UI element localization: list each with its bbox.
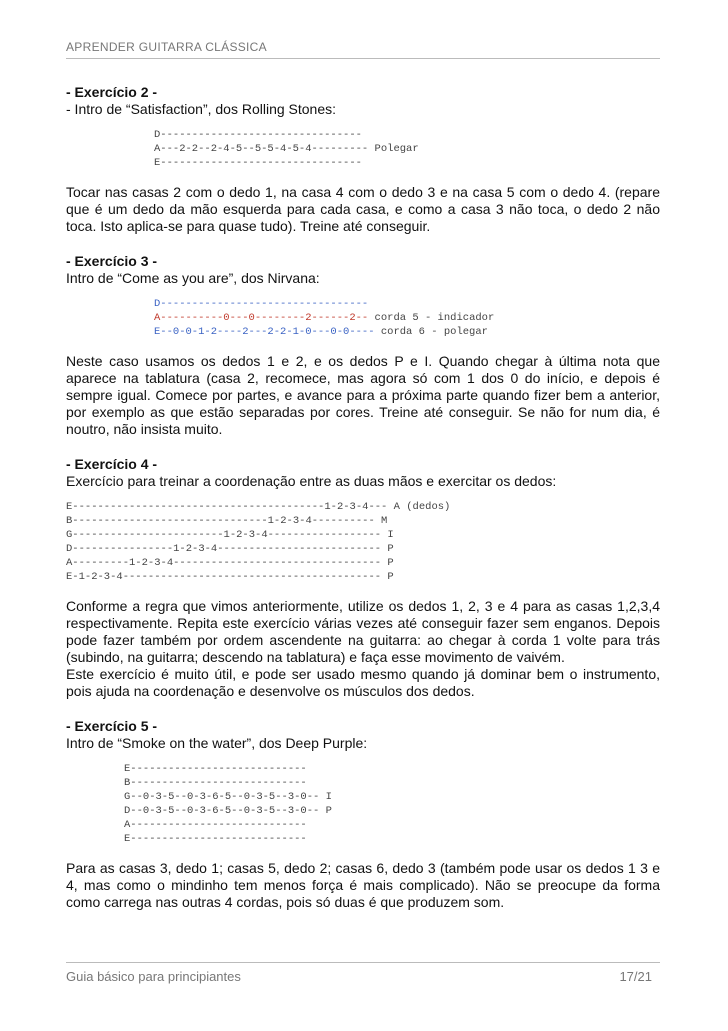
exercise-2-subtitle: - Intro de “Satisfaction”, dos Rolling Stones: bbox=[66, 101, 337, 117]
exercise-3 bbox=[66, 253, 660, 438]
page-footer bbox=[66, 962, 660, 984]
exercise-4-tablature bbox=[66, 500, 660, 584]
exercise-4 bbox=[66, 456, 660, 700]
tab-line: E-------------------------------- bbox=[154, 157, 362, 169]
tab-line: G--0-3-5--0-3-6-5--0-3-5--3-0-- I bbox=[124, 791, 332, 803]
tab-line: G------------------------1-2-3-4------------------ I bbox=[66, 529, 394, 541]
exercise-3-tablature bbox=[66, 297, 660, 339]
exercise-2-title: - Exercício 2 - bbox=[66, 84, 158, 100]
tab-line bbox=[154, 325, 660, 339]
exercise-3-text: Neste caso usamos os dedos 1 e 2, e os dedos P e I. Quando chegar à última nota que aparece na tablatura (casa 2, recomece, mas agora só com 1 dos 0 do início, e depois é sempre igual. Comece por partes, e avance para a próxima parte quando fizer bem a anterior, por exemplo as que estão separadas por cores. Treine até conseguir. Se não for num dia, é noutro, não insista muito. bbox=[66, 353, 660, 437]
tab-line: B---------------------------- bbox=[124, 777, 307, 789]
exercise-2-tablature bbox=[66, 128, 660, 170]
exercise-5-title: - Exercício 5 - bbox=[66, 718, 158, 734]
tab-line: D----------------1-2-3-4-------------------------- P bbox=[66, 543, 394, 555]
exercise-5-text: Para as casas 3, dedo 1; casas 5, dedo 2; casas 6, dedo 3 (também pode usar os dedos 1 3 e 4, mas como o mindinho tem menos força é mais complicado). Não se preocupe da forma como carrega nas outras 4 cordas, pois só duas é que produzem som. bbox=[66, 860, 660, 910]
exercise-5-subtitle: Intro de “Smoke on the water”, dos Deep Purple: bbox=[66, 735, 368, 751]
exercise-3-title: - Exercício 3 - bbox=[66, 253, 158, 269]
footer-title: Guia básico para principiantes bbox=[66, 969, 241, 984]
tab-line: E----------------------------------------1-2-3-4--- A (dedos) bbox=[66, 501, 451, 513]
tab-line: D--0-3-5--0-3-6-5--0-3-5--3-0-- P bbox=[124, 805, 332, 817]
exercise-2-text: Tocar nas casas 2 com o dedo 1, na casa 4 com o dedo 3 e na casa 5 com o dedo 4. (repare que é um dedo da mão esquerda para cada casa, e como a casa 3 não toca, o dedo 2 não toca. Isto aplica-se para quase tudo). Treine até conseguir. bbox=[66, 184, 660, 234]
exercise-4-title: - Exercício 4 - bbox=[66, 456, 158, 472]
exercise-3-subtitle: Intro de “Come as you are”, dos Nirvana: bbox=[66, 270, 320, 286]
page-content bbox=[66, 84, 660, 929]
exercise-4-text-p2: Este exercício é muito útil, e pode ser usado mesmo quando já dominar bem o instrumento, pois ajuda na coordenação e desenvolve os músculos dos dedos. bbox=[66, 666, 660, 699]
tab-line: A---2-2--2-4-5--5-5-4-5-4--------- Polegar bbox=[154, 143, 419, 155]
tab-string-note: corda 5 - indicador bbox=[368, 312, 495, 324]
tab-colored-segment: E--0-0-1-2----2---2-2-1-0---0-0---- bbox=[154, 326, 375, 338]
tab-colored-segment: A----------0---0--------2------2-- bbox=[154, 312, 369, 324]
exercise-2 bbox=[66, 84, 660, 235]
exercise-4-subtitle: Exercício para treinar a coordenação entre as duas mãos e exercitar os dedos: bbox=[66, 473, 557, 489]
tab-line: A---------------------------- bbox=[124, 819, 307, 831]
tab-line: D-------------------------------- bbox=[154, 129, 362, 141]
exercise-5 bbox=[66, 718, 660, 911]
exercise-4-text bbox=[66, 598, 660, 700]
exercise-4-text-p1: Conforme a regra que vimos anteriormente, utilize os dedos 1, 2, 3 e 4 para as casas 1,2,3,4 respectivamente. Repita este exercício várias vezes até conseguir fazer sem enganos. Depois pode fazer também por ordem ascendente na guitarra: ao chegar à corda 1 volte para trás (subindo, na guitarra; descendo na tablatura) e faça esse movimento de vaivém. bbox=[66, 598, 660, 665]
tab-line bbox=[154, 311, 660, 325]
page-number: 17/21 bbox=[619, 969, 652, 984]
tab-line: B-------------------------------1-2-3-4---------- M bbox=[66, 515, 388, 527]
tab-line: D--------------------------------- bbox=[154, 298, 369, 310]
tab-line: A---------1-2-3-4--------------------------------- P bbox=[66, 557, 394, 569]
tab-line: E---------------------------- bbox=[124, 763, 307, 775]
exercise-5-tablature bbox=[66, 762, 660, 846]
tab-line: E---------------------------- bbox=[124, 833, 307, 845]
tab-line: E-1-2-3-4----------------------------------------- P bbox=[66, 571, 394, 583]
tab-string-note: corda 6 - polegar bbox=[374, 326, 488, 338]
page-header: APRENDER GUITARRA CLÁSSICA bbox=[66, 40, 660, 59]
